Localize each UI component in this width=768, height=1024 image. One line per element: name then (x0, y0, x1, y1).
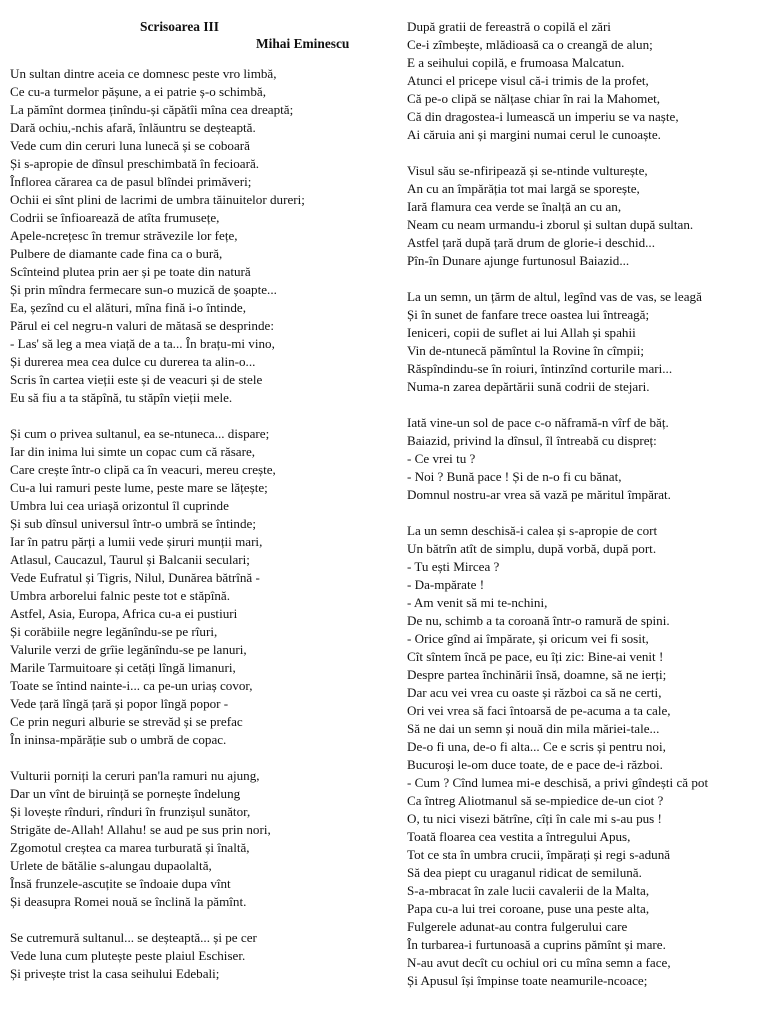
verse-line: Toată floarea cea vestita a întregului Apus, (407, 829, 631, 844)
stanza-gap (407, 504, 763, 522)
verse-line: - Da-mpărate ! (407, 577, 485, 592)
verse-line: Și sub dînsul universul într-o umbră se întinde; (10, 516, 256, 531)
stanza-gap (407, 270, 763, 288)
verse-line: Vede Eufratul și Tigris, Nilul, Dunărea bătrînă - (10, 570, 260, 585)
verse-line: Dar acu vei vrea cu oaste și război ca să ne certi, (407, 685, 662, 700)
verse-line: Iar din inima lui simte un copac cum că răsare, (10, 444, 256, 459)
stanza-gap (10, 911, 382, 929)
verse-line: Și durerea mea cea dulce cu durerea ta alin-o... (10, 354, 256, 369)
verse-line: - Noi ? Bună pace ! Și de n-o fi cu bănat, (407, 469, 622, 484)
stanza-gap (10, 407, 382, 425)
verse-line: Ca întreg Aliotmanul să se-mpiedice de-un ciot ? (407, 793, 664, 808)
verse-line: La un semn deschisă-i calea și s-apropie de cort (407, 523, 658, 538)
verse-line: Atlasul, Caucazul, Taurul și Balcanii seculari; (10, 552, 250, 567)
verse-line: - Ce vrei tu ? (407, 451, 476, 466)
verse-line: Un sultan dintre aceia ce domnesc peste vro limbă, (10, 66, 277, 81)
verse-line: Vede țară lîngă țară și popor lîngă popor - (10, 696, 229, 711)
verse-line: De nu, schimb a ta coroană într-o ramură de spini. (407, 613, 670, 628)
verse-line: Ieniceri, copii de suflet ai lui Allah și spahii (407, 325, 636, 340)
verse-line: Umbra lui cea uriașă orizontul îl cuprinde (10, 498, 229, 513)
verse-line: Și corăbiile negre legănîndu-se pe rîuri, (10, 624, 218, 639)
verse-line: Umbra arborelui falnic peste tot e stăpînă. (10, 588, 230, 603)
verse-line: Însă frunzele-ascuțite se îndoaie dupa vînt (10, 876, 231, 891)
verse-line: E a seihului copilă, e frumoasa Malcatun. (407, 55, 625, 70)
verse-line: Dar un vînt de biruință se pornește îndelung (10, 786, 241, 801)
verse-line: Toate se întind nainte-i... ca pe-un uriaș covor, (10, 678, 253, 693)
verse-line: Urlete de bătălie s-alungau dupaolaltă, (10, 858, 212, 873)
verse-line: De-o fi una, de-o fi alta... Ce e scris și pentru noi, (407, 739, 666, 754)
verse-line: Visul său se-nfiripează și se-ntinde vulturește, (407, 163, 648, 178)
poem-author: Mihai Eminescu (256, 36, 350, 51)
verse-line: O, tu nici visezi bătrîne, cîți în cale mi s-au pus ! (407, 811, 662, 826)
verse-line: Ce cu-a turmelor pășune, a ei patrie ș-o schimbă, (10, 84, 266, 99)
verse-line: Scînteind plutea prin aer și pe toate din natură (10, 264, 251, 279)
verse-line: Scris în cartea vieții este și de veacuri și de stele (10, 372, 263, 387)
verse-line: Domnul nostru-ar vrea să vază pe măritul împărat. (407, 487, 671, 502)
verse-line: Și privește trist la casa seihului Edebali; (10, 966, 220, 981)
verse-line: Cît sîntem încă pe pace, eu îți zic: Bine-ai venit ! (407, 649, 664, 664)
verse-line: - Las' să leg a mea viață de a ta... În brațu-mi vino, (10, 336, 275, 351)
verse-line: Astfel țară după țară drum de glorie-i deschid... (407, 235, 655, 250)
verse-line: Zgomotul creștea ca marea turburată și înaltă, (10, 840, 250, 855)
verse-line: Care crește într-o clipă ca în veacuri, mereu crește, (10, 462, 276, 477)
verse-line: Papa cu-a lui trei coroane, puse una peste alta, (407, 901, 650, 916)
verse-line: La un semn, un țărm de altul, legînd vas de vas, se leagă (407, 289, 702, 304)
verse-line: La pămînt dormea ținîndu-și căpătîi mîna cea dreaptă; (10, 102, 294, 117)
stanza-gap (407, 396, 763, 414)
verse-line: Numa-n zarea depărtării sună codrii de stejari. (407, 379, 650, 394)
verse-line: Părul ei cel negru-n valuri de mătasă se desprinde: (10, 318, 274, 333)
verse-line: Pîn-în Dunare ajunge furtunosul Baiazid... (407, 253, 630, 268)
stanza-gap (10, 749, 382, 767)
verse-line: Și prin mîndra fermecare sun-o muzică de șoapte... (10, 282, 277, 297)
verse-line: - Am venit să mi te-nchini, (407, 595, 548, 610)
verse-line: Atunci el pricepe visul că-i trimis de la profet, (407, 73, 649, 88)
verse-line: Pulbere de diamante cade fina ca o bură, (10, 246, 223, 261)
verse-line: Fulgerele adunat-au contra fulgerului care (407, 919, 628, 934)
verse-line: Ai căruia ani și margini numai cerul le cunoaște. (407, 127, 661, 142)
verse-line: Să ne dai un semn și nouă din mila măriei-tale... (407, 721, 660, 736)
verse-line: Neam cu neam urmandu-i zborul și sultan după sultan. (407, 217, 694, 232)
verse-line: Strigăte de-Allah! Allahu! se aud pe sus prin nori, (10, 822, 271, 837)
verse-line: Că din dragostea-i lumească un imperiu se va naște, (407, 109, 679, 124)
left-column-lines (10, 65, 382, 983)
verse-line: - Cum ? Cînd lumea mi-e deschisă, a privi gîndești că pot (407, 775, 709, 790)
verse-line: Astfel, Asia, Europa, Africa cu-a ei pustiuri (10, 606, 238, 621)
verse-line: Și Apusul își împinse toate neamurile-ncoace; (407, 973, 648, 988)
header-spacer (10, 52, 382, 65)
verse-line: - Tu ești Mircea ? (407, 559, 500, 574)
verse-line: Un bătrîn atît de simplu, după vorbă, după port. (407, 541, 657, 556)
verse-line: În turbarea-i furtunoasă a cuprins pămînt și mare. (407, 937, 666, 952)
verse-line: Și cum o privea sultanul, ea se-ntuneca... dispare; (10, 426, 270, 441)
verse-line: Înflorea cărarea ca de pasul blîndei primăveri; (10, 174, 252, 189)
stanza-gap (407, 144, 763, 162)
poem-title: Scrisoarea III (140, 19, 219, 34)
verse-line: Ori vei vrea să faci întoarsă de pe-acuma a ta cale, (407, 703, 671, 718)
verse-line: S-a-mbracat în zale lucii cavalerii de la Malta, (407, 883, 650, 898)
verse-line: Vin de-ntunecă pămîntul la Rovine în cîmpii; (407, 343, 645, 358)
left-column (10, 18, 382, 983)
verse-line: Dară ochiu,-nchis afară, înlăuntru se deșteaptă. (10, 120, 256, 135)
right-column-lines (407, 18, 763, 990)
verse-line: Bucuroși le-om duce toate, de e pace de-i război. (407, 757, 663, 772)
verse-line: Baiazid, privind la dînsul, îl întreabă cu dispreț: (407, 433, 657, 448)
verse-line: Vede luna cum plutește peste plaiul Eschiser. (10, 948, 246, 963)
verse-line: Cu-a lui ramuri peste lume, peste mare se lățește; (10, 480, 268, 495)
verse-line: N-au avut decît cu ochiul ori cu mîna semn a face, (407, 955, 671, 970)
verse-line: Iară flamura cea verde se înalță an cu an, (407, 199, 622, 214)
verse-line: Ce prin neguri alburie se strevăd și se prefac (10, 714, 243, 729)
verse-line: Și s-apropie de dînsul preschimbată în fecioară. (10, 156, 260, 171)
verse-line: Marile Tarmuitoare și cetăți lîngă limanuri, (10, 660, 236, 675)
verse-line: Că pe-o clipă se nălțase chiar în rai la Mahomet, (407, 91, 661, 106)
verse-line: Și deasupra Romei nouă se înclină la pămînt. (10, 894, 247, 909)
verse-line: - Orice gînd ai împărate, și oricum vei fi sosit, (407, 631, 649, 646)
verse-line: Eu să fiu a ta stăpînă, tu stăpîn vieții mele. (10, 390, 233, 405)
verse-line: Iar în patru părți a lumii vede șiruri munții mari, (10, 534, 263, 549)
verse-line: În ininsa-mpărăție sub o umbră de copac. (10, 732, 227, 747)
verse-line: Să dea piept cu uraganul ridicat de semilună. (407, 865, 642, 880)
verse-line: Valurile verzi de grîie legănîndu-se pe lanuri, (10, 642, 247, 657)
right-column (407, 18, 763, 990)
verse-line: Vulturii porniți la ceruri pan'la ramuri nu ajung, (10, 768, 260, 783)
verse-line: Ea, șezînd cu el alături, mîna fină i-o întinde, (10, 300, 246, 315)
verse-line: Se cutremură sultanul... se deșteaptă... și pe cer (10, 930, 257, 945)
verse-line: An cu an împărăția tot mai largă se sporește, (407, 181, 640, 196)
verse-line: Răspîndindu-se în roiuri, întinzînd corturile mari... (407, 361, 673, 376)
verse-line: Ochii ei sînt plini de lacrimi de umbra tăinuitelor dureri; (10, 192, 305, 207)
verse-line: Apele-ncrețesc în tremur străvezile lor fețe, (10, 228, 238, 243)
verse-line: Iată vine-un sol de pace c-o năframă-n vîrf de băț. (407, 415, 669, 430)
verse-line: Despre partea închinării însă, doamne, să ne ierți; (407, 667, 667, 682)
verse-line: Și în sunet de fanfare trece oastea lui întreagă; (407, 307, 650, 322)
verse-line: Ce-i zîmbește, mlădioasă ca o creangă de alun; (407, 37, 653, 52)
verse-line: Vede cum din ceruri luna lunecă și se coboară (10, 138, 250, 153)
verse-line: Codrii se înfioarează de atîta frumusețe, (10, 210, 220, 225)
verse-line: Și lovește rînduri, rînduri în frunzișul sunător, (10, 804, 251, 819)
verse-line: Tot ce sta în umbra crucii, împărați și regi s-adună (407, 847, 671, 862)
verse-line: După gratii de fereastră o copilă el zări (407, 19, 611, 34)
